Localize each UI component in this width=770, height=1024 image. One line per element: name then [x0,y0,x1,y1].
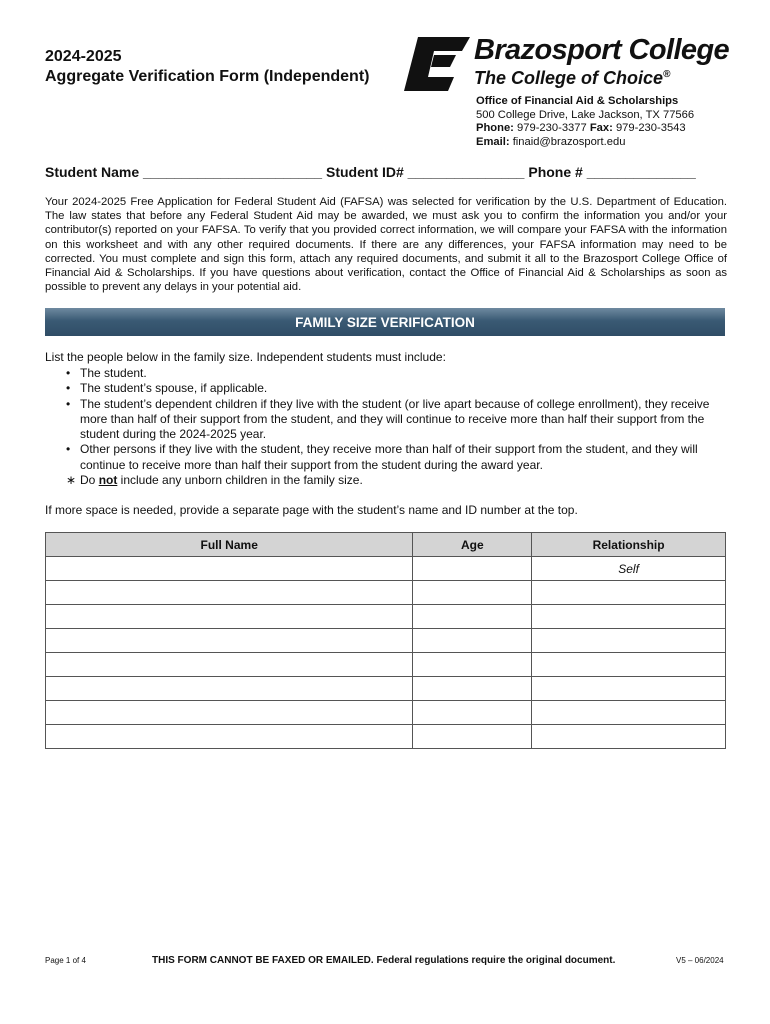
table-row [46,677,726,701]
phone-number-field[interactable]: ______________ [586,164,696,180]
age-cell[interactable] [413,581,532,605]
table-row [46,629,726,653]
exclusion-post: include any unborn children in the family size. [117,473,363,488]
table-header-row [46,533,726,557]
name-cell[interactable] [46,557,413,581]
table-row [46,701,726,725]
age-cell[interactable] [413,725,532,749]
student-id-label: Student ID# [326,164,404,180]
name-cell[interactable] [46,677,413,701]
family-table [45,532,726,749]
bullet-icon: • [66,396,71,411]
age-cell[interactable] [413,653,532,677]
list-item-text: The student’s spouse, if applicable. [80,381,268,396]
tagline-text: The College of Choice [474,68,664,88]
page-number: Page 1 of 4 [45,956,86,965]
exclusion-item [66,473,726,488]
age-header: Age [413,533,532,557]
relationship-cell[interactable] [532,677,726,701]
email-label: Email: [476,135,510,148]
name-cell[interactable] [46,653,413,677]
bullet-icon: • [66,381,71,396]
office-name: Office of Financial Aid & Scholarships [476,95,679,107]
bullet-icon: • [66,366,71,380]
office-fax: 979-230-3543 [615,122,686,135]
name-cell[interactable] [46,605,413,629]
full-name-header: Full Name [46,533,413,557]
office-phone: 979-230-3377 [517,122,587,135]
table-row [46,653,726,677]
age-cell[interactable] [413,557,532,581]
relationship-header: Relationship [532,533,726,557]
age-cell[interactable] [413,605,532,629]
student-name-field[interactable]: _______________________ [143,164,323,180]
age-cell[interactable] [413,701,532,725]
college-logo-icon [404,37,470,91]
name-cell[interactable] [46,581,413,605]
space-note: If more space is needed, provide a separate page with the student’s name and ID number at the top. [45,503,578,517]
college-name: Brazosport College [474,34,730,66]
list-item [66,442,726,473]
exclusion-emphasis: not [98,473,118,488]
list-intro: List the people below in the family size. Independent students must include: [45,350,446,364]
fax-label: Fax: [589,122,613,135]
relationship-cell[interactable] [532,701,726,725]
student-info-line [45,164,696,180]
registered-mark: ® [663,69,671,80]
relationship-cell: Self [532,557,726,581]
name-cell[interactable] [46,701,413,725]
office-contact [476,95,694,149]
office-email: finaid@brazosport.edu [512,135,626,148]
exclusion-pre: Do [80,473,99,488]
relationship-cell[interactable] [532,581,726,605]
list-item [66,397,726,443]
form-version: V5 – 06/2024 [676,956,724,965]
phone-number-label: Phone # [528,164,583,180]
relationship-cell[interactable] [532,629,726,653]
list-item-text: Other persons if they live with the student, they receive more than half of their support from the student, and they will continue to receive more than half their support from the student during the award year. [80,442,698,472]
student-name-label: Student Name [45,164,140,180]
table-row [46,605,726,629]
relationship-cell[interactable] [532,653,726,677]
table-row [46,581,726,605]
footer-notice: THIS FORM CANNOT BE FAXED OR EMAILED. Federal regulations require the original document. [152,955,616,966]
table-row [46,725,726,749]
relationship-cell[interactable] [532,605,726,629]
list-item-text: The student. [80,366,147,380]
list-item-text: The student’s dependent children if they live with the student (or live apart because of college enrollment), they receive more than half of their support from the student, and they will continue to receive more than half their support from the student during the 2024-2025 year. [80,396,710,442]
name-cell[interactable] [46,629,413,653]
relationship-cell[interactable] [532,725,726,749]
office-address: 500 College Drive, Lake Jackson, TX 77566 [476,108,695,121]
phone-label: Phone: [476,122,514,135]
table-row [46,557,726,581]
list-item [66,366,726,381]
requirements-list [66,366,726,488]
form-title: Aggregate Verification Form (Independent) [45,68,370,85]
age-cell[interactable] [413,629,532,653]
age-cell[interactable] [413,677,532,701]
asterisk-icon: ∗ [66,473,77,488]
student-id-field[interactable]: _______________ [407,164,525,180]
list-item [66,381,726,396]
name-cell[interactable] [46,725,413,749]
college-tagline [474,68,670,89]
section-banner: FAMILY SIZE VERIFICATION [45,308,725,336]
intro-paragraph: Your 2024-2025 Free Application for Federal Student Aid (FAFSA) was selected for verification by the U.S. Department of Education. The law states that before any Federal Student Aid may be awarded, we must ask you to confirm the information you and/or your contributor(s) reported on your FAFSA. To verify that you provided correct information, we will compare your FAFSA with the information on this worksheet and with any other required documents. If there are any differences, your FAFSA information may need to be corrected. You must complete and sign this form, attach any required documents, and submit it all to the Brazosport College Office of Financial Aid & Scholarships. If you have questions about verification, contact the Office of Financial Aid & Scholarships as soon as possible to prevent any delays in your potential aid. [45,196,727,294]
form-year: 2024-2025 [45,48,122,65]
bullet-icon: • [66,442,71,457]
